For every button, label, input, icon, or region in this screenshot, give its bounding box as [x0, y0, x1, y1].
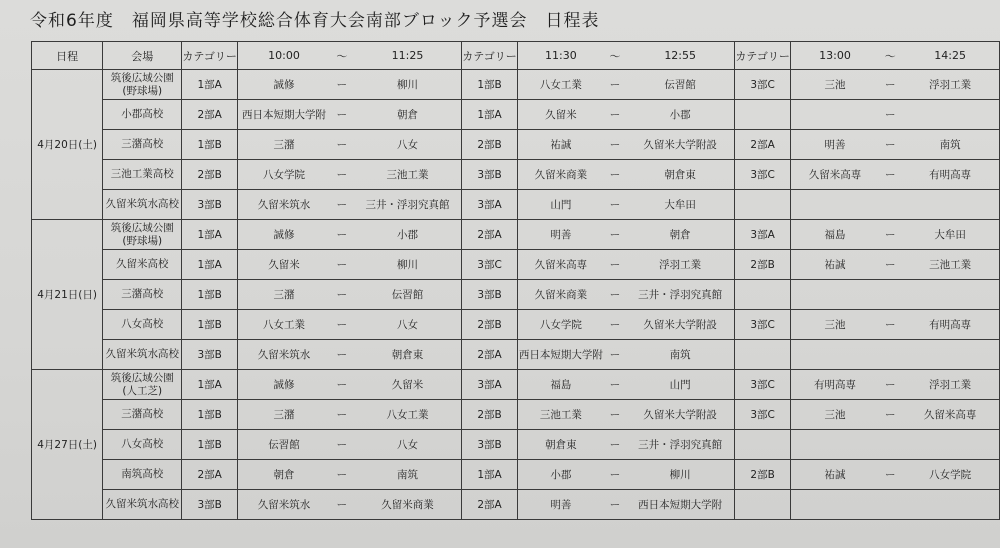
venue-line: 南筑高校	[121, 468, 164, 480]
versus-dash: ー	[604, 250, 626, 280]
versus-dash: ー	[330, 70, 354, 100]
versus-dash: ー	[879, 160, 901, 190]
team-away-cell	[901, 280, 999, 310]
venue-line: 八女高校	[121, 318, 164, 330]
category-cell	[735, 280, 791, 310]
category-cell	[735, 100, 791, 130]
team-home-cell: 祐誠	[517, 130, 604, 160]
versus-dash: ー	[604, 400, 626, 430]
table-row	[32, 280, 1000, 310]
team-home-cell: 明善	[517, 490, 604, 520]
team-home-cell: 三池	[790, 400, 879, 430]
venue-cell	[103, 370, 182, 400]
team-home-cell: 八女学院	[237, 160, 330, 190]
category-cell: 3部A	[462, 370, 518, 400]
venue-line: 久留米筑水高校	[105, 348, 180, 360]
team-away-cell: 浮羽工業	[901, 70, 999, 100]
table-row	[32, 130, 1000, 160]
team-away-cell: 朝倉東	[354, 340, 462, 370]
team-away-cell: 大牟田	[901, 220, 999, 250]
table-row	[32, 160, 1000, 190]
category-cell: 2部A	[462, 490, 518, 520]
team-away-cell: 有明高専	[901, 160, 999, 190]
header-venue: 会場	[103, 42, 182, 70]
category-cell: 1部A	[182, 220, 238, 250]
team-home-cell: 八女工業	[237, 310, 330, 340]
venue-line: 三潴高校	[121, 408, 164, 420]
category-cell: 3部B	[182, 490, 238, 520]
date-cell: 4月21日(日)	[32, 220, 103, 370]
category-cell: 1部A	[182, 370, 238, 400]
versus-dash: ー	[330, 310, 354, 340]
team-home-cell: 朝倉	[237, 460, 330, 490]
venue-cell	[103, 430, 182, 460]
team-away-cell: 南筑	[901, 130, 999, 160]
category-cell: 3部B	[462, 430, 518, 460]
category-cell: 2部B	[462, 130, 518, 160]
versus-dash: ー	[330, 280, 354, 310]
category-cell: 2部A	[182, 460, 238, 490]
versus-dash: ー	[330, 190, 354, 220]
header-category: カテゴリー	[462, 42, 518, 70]
versus-dash: ー	[604, 100, 626, 130]
team-home-cell: 明善	[790, 130, 879, 160]
team-home-cell	[790, 100, 879, 130]
category-cell: 3部A	[462, 190, 518, 220]
header-row	[32, 42, 1000, 70]
team-away-cell: 朝倉東	[626, 160, 735, 190]
versus-dash: ー	[879, 100, 901, 130]
team-away-cell: 久留米大学附設	[626, 400, 735, 430]
versus-dash: ー	[330, 430, 354, 460]
venue-cell	[103, 400, 182, 430]
team-away-cell: 朝倉	[354, 100, 462, 130]
versus-dash: ー	[879, 370, 901, 400]
versus-dash	[879, 190, 901, 220]
team-home-cell: 久留米商業	[517, 160, 604, 190]
team-home-cell: 久留米筑水	[237, 190, 330, 220]
versus-dash: ー	[604, 370, 626, 400]
table-row	[32, 430, 1000, 460]
versus-dash: ー	[330, 370, 354, 400]
page-title: 令和6年度 福岡県高等学校総合体育大会南部ブロック予選会 日程表	[30, 11, 600, 31]
versus-dash: ー	[604, 130, 626, 160]
header-category: カテゴリー	[182, 42, 238, 70]
category-cell: 2部B	[462, 400, 518, 430]
category-cell: 1部B	[182, 280, 238, 310]
category-cell: 1部B	[182, 310, 238, 340]
versus-dash: ー	[604, 460, 626, 490]
venue-cell	[103, 490, 182, 520]
versus-dash: ー	[604, 70, 626, 100]
date-cell: 4月20日(土)	[32, 70, 103, 220]
category-cell: 1部A	[462, 100, 518, 130]
category-cell	[735, 430, 791, 460]
date-cell: 4月27日(土)	[32, 370, 103, 520]
category-cell: 3部B	[182, 190, 238, 220]
team-home-cell: 伝習館	[237, 430, 330, 460]
category-cell	[735, 190, 791, 220]
venue-line: (野球場)	[122, 234, 163, 247]
venue-line: 八女高校	[121, 438, 164, 450]
team-away-cell: 南筑	[626, 340, 735, 370]
table-row	[32, 250, 1000, 280]
team-away-cell	[901, 430, 999, 460]
versus-dash: ー	[604, 430, 626, 460]
venue-line: (野球場)	[122, 84, 163, 97]
team-home-cell: 誠修	[237, 70, 330, 100]
versus-dash: ー	[604, 490, 626, 520]
team-home-cell: 小郡	[517, 460, 604, 490]
team-away-cell: 八女	[354, 310, 462, 340]
team-home-cell: 久留米	[517, 100, 604, 130]
header-slot3-end: 14:25	[901, 42, 999, 70]
category-cell: 1部B	[182, 430, 238, 460]
venue-cell	[103, 340, 182, 370]
category-cell: 2部A	[462, 220, 518, 250]
team-away-cell: 三井・浮羽究真館	[626, 280, 735, 310]
versus-dash	[879, 280, 901, 310]
team-home-cell: 誠修	[237, 220, 330, 250]
venue-line: 三潴高校	[121, 138, 164, 150]
header-slot3-start: 13:00	[790, 42, 879, 70]
venue-line: 筑後広域公園	[110, 221, 174, 234]
category-cell: 2部B	[182, 160, 238, 190]
versus-dash: ー	[604, 310, 626, 340]
category-cell: 3部C	[462, 250, 518, 280]
team-away-cell: 八女	[354, 430, 462, 460]
category-cell: 1部B	[182, 400, 238, 430]
team-home-cell: 久留米筑水	[237, 340, 330, 370]
venue-cell	[103, 220, 182, 250]
versus-dash: ー	[879, 250, 901, 280]
team-away-cell: 柳川	[626, 460, 735, 490]
category-cell: 1部B	[462, 70, 518, 100]
team-home-cell: 久留米	[237, 250, 330, 280]
team-home-cell	[790, 190, 879, 220]
team-home-cell: 三池	[790, 70, 879, 100]
team-away-cell: 柳川	[354, 70, 462, 100]
team-away-cell: 八女学院	[901, 460, 999, 490]
versus-dash: ー	[604, 220, 626, 250]
versus-dash: ー	[330, 130, 354, 160]
team-home-cell: 福島	[790, 220, 879, 250]
table-row	[32, 70, 1000, 100]
venue-line: 三池工業高校	[110, 168, 174, 180]
category-cell	[735, 340, 791, 370]
versus-dash: ー	[330, 400, 354, 430]
table-row	[32, 310, 1000, 340]
team-away-cell	[901, 190, 999, 220]
table-row	[32, 460, 1000, 490]
versus-dash: ー	[330, 160, 354, 190]
versus-dash	[879, 430, 901, 460]
team-home-cell: 久留米高専	[790, 160, 879, 190]
team-away-cell: 小郡	[626, 100, 735, 130]
venue-cell	[103, 70, 182, 100]
team-home-cell: 三池	[790, 310, 879, 340]
versus-dash: ー	[330, 250, 354, 280]
venue-line: 筑後広域公園	[110, 371, 174, 384]
team-home-cell	[790, 490, 879, 520]
team-home-cell: 西日本短期大学附	[517, 340, 604, 370]
venue-line: 久留米高校	[116, 258, 169, 270]
versus-dash	[879, 490, 901, 520]
category-cell: 3部C	[735, 310, 791, 340]
team-away-cell: 浮羽工業	[626, 250, 735, 280]
team-home-cell: 八女学院	[517, 310, 604, 340]
header-slot2-sep: ～	[604, 42, 626, 70]
team-away-cell: 小郡	[354, 220, 462, 250]
team-away-cell	[901, 340, 999, 370]
category-cell: 3部A	[735, 220, 791, 250]
table-row	[32, 400, 1000, 430]
category-cell: 3部C	[735, 370, 791, 400]
category-cell: 3部B	[462, 160, 518, 190]
team-home-cell: 八女工業	[517, 70, 604, 100]
team-home-cell: 久留米高専	[517, 250, 604, 280]
header-slot1-start: 10:00	[237, 42, 330, 70]
versus-dash: ー	[879, 310, 901, 340]
versus-dash: ー	[879, 130, 901, 160]
venue-cell	[103, 280, 182, 310]
team-away-cell: 三井・浮羽究真館	[354, 190, 462, 220]
category-cell: 2部A	[735, 130, 791, 160]
table-row	[32, 490, 1000, 520]
header-date: 日程	[32, 42, 103, 70]
team-home-cell: 誠修	[237, 370, 330, 400]
versus-dash	[879, 340, 901, 370]
header-slot1-sep: ～	[330, 42, 354, 70]
category-cell: 3部B	[462, 280, 518, 310]
team-away-cell: 柳川	[354, 250, 462, 280]
schedule-table	[31, 41, 1000, 520]
venue-line: (人工芝)	[122, 384, 163, 397]
team-away-cell: 久留米	[354, 370, 462, 400]
category-cell: 1部A	[462, 460, 518, 490]
table-row	[32, 370, 1000, 400]
team-home-cell: 朝倉東	[517, 430, 604, 460]
category-cell: 3部C	[735, 400, 791, 430]
category-cell: 3部C	[735, 160, 791, 190]
venue-cell	[103, 460, 182, 490]
category-cell: 1部A	[182, 250, 238, 280]
team-home-cell	[790, 340, 879, 370]
team-away-cell: 三池工業	[354, 160, 462, 190]
category-cell: 3部C	[735, 70, 791, 100]
team-away-cell: 西日本短期大学附	[626, 490, 735, 520]
team-away-cell: 南筑	[354, 460, 462, 490]
header-slot2-start: 11:30	[517, 42, 604, 70]
venue-cell	[103, 310, 182, 340]
category-cell: 1部A	[182, 70, 238, 100]
venue-cell	[103, 190, 182, 220]
venue-line: 久留米筑水高校	[105, 498, 180, 510]
header-category: カテゴリー	[735, 42, 791, 70]
category-cell: 2部A	[462, 340, 518, 370]
versus-dash: ー	[330, 460, 354, 490]
team-home-cell: 西日本短期大学附	[237, 100, 330, 130]
team-home-cell: 久留米商業	[517, 280, 604, 310]
category-cell: 1部B	[182, 130, 238, 160]
team-home-cell: 三潴	[237, 130, 330, 160]
team-home-cell	[790, 280, 879, 310]
team-away-cell: 大牟田	[626, 190, 735, 220]
team-home-cell: 祐誠	[790, 460, 879, 490]
team-away-cell: 久留米大学附設	[626, 130, 735, 160]
team-home-cell: 久留米筑水	[237, 490, 330, 520]
header-slot1-end: 11:25	[354, 42, 462, 70]
team-away-cell	[901, 490, 999, 520]
team-away-cell	[901, 100, 999, 130]
team-away-cell: 三井・浮羽究真館	[626, 430, 735, 460]
team-home-cell	[790, 430, 879, 460]
versus-dash: ー	[330, 340, 354, 370]
category-cell: 2部B	[735, 250, 791, 280]
table-row	[32, 220, 1000, 250]
versus-dash: ー	[330, 220, 354, 250]
versus-dash: ー	[604, 190, 626, 220]
table-row	[32, 100, 1000, 130]
team-away-cell: 久留米高専	[901, 400, 999, 430]
team-away-cell: 伝習館	[354, 280, 462, 310]
team-home-cell: 有明高専	[790, 370, 879, 400]
category-cell: 2部B	[462, 310, 518, 340]
venue-cell	[103, 160, 182, 190]
category-cell: 2部A	[182, 100, 238, 130]
versus-dash: ー	[330, 100, 354, 130]
team-away-cell: 有明高専	[901, 310, 999, 340]
team-away-cell: 三池工業	[901, 250, 999, 280]
team-away-cell: 浮羽工業	[901, 370, 999, 400]
venue-cell	[103, 100, 182, 130]
team-home-cell: 三潴	[237, 280, 330, 310]
team-away-cell: 伝習館	[626, 70, 735, 100]
venue-cell	[103, 250, 182, 280]
team-away-cell: 山門	[626, 370, 735, 400]
versus-dash: ー	[604, 280, 626, 310]
team-away-cell: 朝倉	[626, 220, 735, 250]
team-away-cell: 八女工業	[354, 400, 462, 430]
team-away-cell: 久留米大学附設	[626, 310, 735, 340]
versus-dash: ー	[879, 400, 901, 430]
versus-dash: ー	[330, 490, 354, 520]
team-home-cell: 三潴	[237, 400, 330, 430]
table-row	[32, 340, 1000, 370]
versus-dash: ー	[604, 340, 626, 370]
category-cell	[735, 490, 791, 520]
versus-dash: ー	[879, 220, 901, 250]
versus-dash: ー	[879, 70, 901, 100]
category-cell: 2部B	[735, 460, 791, 490]
versus-dash: ー	[604, 160, 626, 190]
header-slot2-end: 12:55	[626, 42, 735, 70]
team-away-cell: 八女	[354, 130, 462, 160]
table-row	[32, 190, 1000, 220]
team-home-cell: 明善	[517, 220, 604, 250]
venue-line: 小郡高校	[121, 108, 164, 120]
venue-line: 三潴高校	[121, 288, 164, 300]
team-home-cell: 山門	[517, 190, 604, 220]
venue-cell	[103, 130, 182, 160]
header-slot3-sep: ～	[879, 42, 901, 70]
versus-dash: ー	[879, 460, 901, 490]
team-away-cell: 久留米商業	[354, 490, 462, 520]
team-home-cell: 三池工業	[517, 400, 604, 430]
venue-line: 久留米筑水高校	[105, 198, 180, 210]
team-home-cell: 祐誠	[790, 250, 879, 280]
team-home-cell: 福島	[517, 370, 604, 400]
venue-line: 筑後広域公園	[110, 71, 174, 84]
category-cell: 3部B	[182, 340, 238, 370]
